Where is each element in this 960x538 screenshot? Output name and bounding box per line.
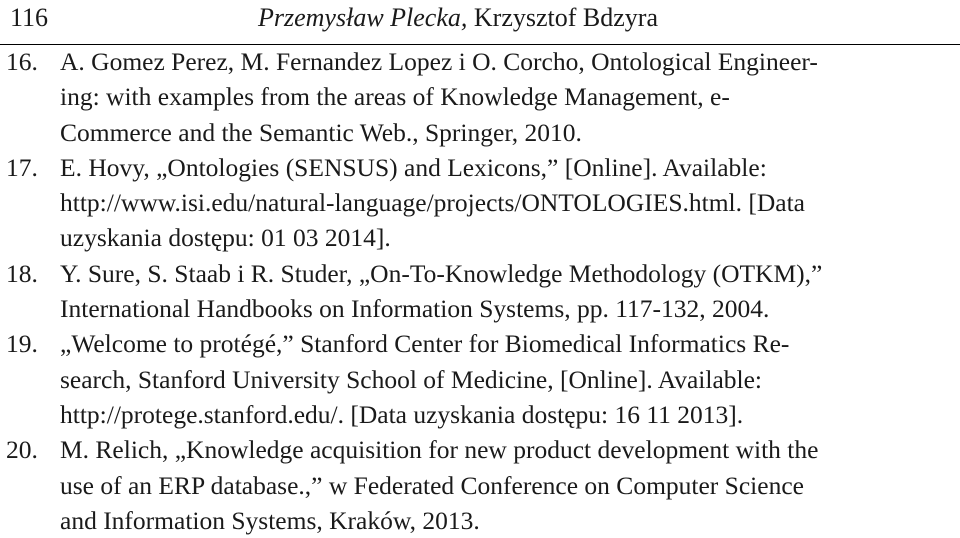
reference-text: [60, 326, 942, 432]
reference-19: [0, 326, 960, 432]
running-head-author-italic: Przemysław Plecka,: [258, 3, 468, 32]
page-number: 116: [10, 3, 49, 32]
reference-line: uzyskania dostępu: 01 03 2014].: [60, 223, 391, 253]
reference-number: 18.: [6, 258, 38, 288]
reference-text: [60, 432, 942, 538]
reference-text: [60, 150, 942, 256]
reference-line: search, Stanford University School of Medicine, [Online]. Available:: [60, 364, 763, 394]
reference-18: [0, 256, 960, 327]
reference-line: E. Hovy, „Ontologies (SENSUS) and Lexicons,” [Online]. Available:: [60, 152, 767, 182]
reference-line: International Handbooks on Information Systems, pp. 117-132, 2004.: [60, 294, 770, 324]
reference-text: [60, 44, 942, 150]
reference-number: 20.: [6, 435, 38, 465]
reference-list: [0, 44, 960, 538]
reference-17: [0, 150, 960, 256]
running-head-author: Krzysztof Bdzyra: [467, 3, 658, 32]
reference-line: M. Relich, „Knowledge acquisition for new product development with the: [60, 435, 819, 465]
reference-line: Commerce and the Semantic Web., Springer, 2010.: [60, 117, 582, 147]
reference-line: http://www.isi.edu/natural-language/projects/ONTOLOGIES.html. [Data: [60, 188, 806, 218]
reference-line: Y. Sure, S. Staab i R. Studer, „On-To-Knowledge Methodology (OTKM),”: [60, 258, 823, 288]
reference-line: use of an ERP database.,” w Federated Conference on Computer Science: [60, 470, 804, 500]
reference-number: 19.: [6, 329, 38, 359]
reference-line: ing: with examples from the areas of Knowledge Management, e-: [60, 82, 730, 112]
reference-line: A. Gomez Perez, M. Fernandez Lopez i O. Corcho, Ontological Engineer-: [60, 47, 818, 76]
page-header: [0, 0, 960, 45]
reference-line: „Welcome to protégé,” Stanford Center for Biomedical Informatics Re-: [60, 329, 790, 359]
reference-number: 17.: [6, 152, 38, 182]
reference-line: and Information Systems, Kraków, 2013.: [60, 505, 480, 535]
reference-text: [60, 256, 942, 327]
reference-number: 16.: [6, 47, 38, 76]
reference-20: [0, 432, 960, 538]
reference-16: [0, 44, 960, 150]
reference-line: http://protege.stanford.edu/. [Data uzyskania dostępu: 16 11 2013].: [60, 399, 744, 429]
running-head: [258, 2, 658, 34]
